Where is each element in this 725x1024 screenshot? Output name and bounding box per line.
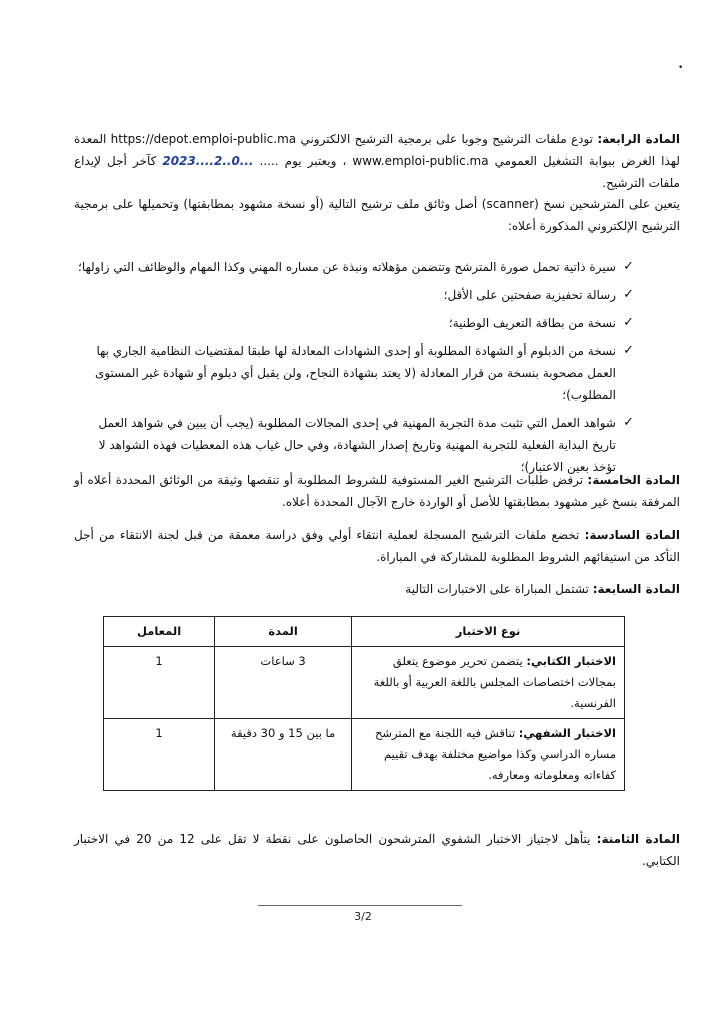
exam-type-cell [352, 719, 625, 791]
list-item [74, 256, 634, 278]
exam-label: الاختبار الشفهي: [518, 726, 616, 740]
deadline-suffix: كآخر أجل لإيداع ملفات الترشيح. [74, 154, 680, 190]
article-5-heading: المادة الخامسة: [587, 473, 680, 487]
article-4-text-b: المعدة لهذا الغرض ببوابة التشغيل العمومي [74, 132, 680, 168]
checkmark-icon: ✓ [623, 343, 634, 358]
article-4-heading: المادة الرابعة: [597, 132, 680, 146]
deadline-date: 2023....2..0... [162, 154, 254, 168]
exam-duration: 3 ساعات [215, 647, 352, 719]
header-exam-type: نوع الاختبار [352, 617, 625, 647]
deposit-url-link[interactable]: https://depot.emploi-public.ma [110, 132, 297, 146]
table-row [104, 719, 625, 791]
article-5-text: ترفض طلبات الترشيح الغير المستوفية للشروط المطلوبة أو تنقصها وثيقة من الوثائق المحددة أعلاه أو المرفقة بنسخ غير مشهود بمطابقتها للأصل أو الواردة خارج الآجال المحددة أعلاه. [74, 473, 680, 509]
list-item-text: شواهد العمل التي تثبت مدة التجربة المهنية في إحدى المجالات المطلوبة (يجب أن يبين في شواهد العمل تاريخ البداية الفعلية للتجربة المهنية وتاريخ إصدار الشهادة، وفي حال غياب هذه المعطيات فهذه الشواهد لا تؤخذ بعين الاعتبار)؛ [98, 416, 616, 474]
checkmark-icon: ✓ [623, 287, 634, 302]
corner-mark: • [678, 63, 684, 73]
article-4 [74, 128, 680, 194]
article-7-heading: المادة السابعة: [592, 582, 680, 596]
article-4-text-a: تودع ملفات الترشيح وجوبا على برمجية الترشيح الالكتروني [300, 132, 594, 146]
article-8-heading: المادة الثامنة: [596, 832, 680, 846]
exam-type-cell [352, 647, 625, 719]
article-6 [74, 524, 680, 568]
article-6-text: تخضع ملفات الترشيح المسجلة لعملية انتقاء أولي وفق دراسة معمقة من قبل لجنة الانتقاء من أجل التأكد من استيفائهم الشروط المطلوبة للمشاركة في المباراة. [74, 528, 680, 564]
list-item [74, 284, 634, 306]
exam-coefficient: 1 [104, 647, 215, 719]
table-header-row [104, 617, 625, 647]
exam-description: يتضمن تحرير موضوع يتعلق بمجالات اختصاصات المجلس باللغة العربية أو باللغة الفرنسية. [373, 654, 616, 710]
article-5 [74, 469, 680, 513]
checkmark-icon: ✓ [623, 259, 634, 274]
header-duration: المدة [215, 617, 352, 647]
article-7-text: تشتمل المباراة على الاختبارات التالية [405, 582, 589, 596]
article-8 [74, 828, 680, 872]
list-item-text: رسالة تحفيزية صفحتين على الأقل؛ [443, 288, 616, 302]
article-6-heading: المادة السادسة: [584, 528, 680, 542]
list-item [74, 340, 634, 406]
list-item-text: نسخة من بطاقة التعريف الوطنية؛ [448, 316, 616, 330]
list-item [74, 312, 634, 334]
exam-table [103, 616, 625, 791]
required-documents-list [74, 256, 634, 484]
footer-divider [258, 905, 462, 906]
list-item-text: نسخة من الدبلوم أو الشهادة المطلوبة أو إحدى الشهادات المعادلة لها طبقا لمقتضيات النظامية الجاري بها العمل مصحوبة بنسخة من قرار المعادلة (لا يعتد بشهادة النجاح، ولن يقبل أي دبلوم أو شهادة غير المستوى المطلوب)؛ [94, 344, 616, 402]
list-item-text: سيرة ذاتية تحمل صورة المترشح وتتضمن مؤهلاته ونبذة عن مساره المهني وكذا المهام والوظائف التي زاولها؛ [78, 260, 616, 274]
article-7 [74, 578, 680, 600]
checkmark-icon: ✓ [623, 415, 634, 430]
page-number: 3/2 [354, 910, 372, 923]
checkmark-icon: ✓ [623, 315, 634, 330]
exam-description: تناقش فيه اللجنة مع المترشح مساره الدراسي وكذا مواضيع مختلفة بهدف تقييم كفاءاته ومعلوماته ومعارفه. [374, 726, 616, 782]
deadline-prefix: ، ويعتبر يوم ..... [259, 154, 347, 168]
exam-duration: ما بين 15 و 30 دقيقة [215, 719, 352, 791]
exam-coefficient: 1 [104, 719, 215, 791]
portal-url-link[interactable]: www.emploi-public.ma [352, 154, 489, 168]
header-coefficient: المعامل [104, 617, 215, 647]
exam-label: الاختبار الكتابي: [526, 654, 616, 668]
table-row [104, 647, 625, 719]
article-8-text: يتأهل لاجتياز الاختبار الشفوي المترشحون الحاصلون على نقطة لا تقل على 12 من 20 في الاختبار الكتابي. [74, 832, 680, 868]
documents-intro: يتعين على المترشحين نسخ (scanner) أصل وثائق ملف ترشيح التالية (أو نسخة مشهود بمطابقتها) وتحميلها على برمجية الترشيح الإلكتروني المذكورة أعلاه: [74, 197, 680, 233]
